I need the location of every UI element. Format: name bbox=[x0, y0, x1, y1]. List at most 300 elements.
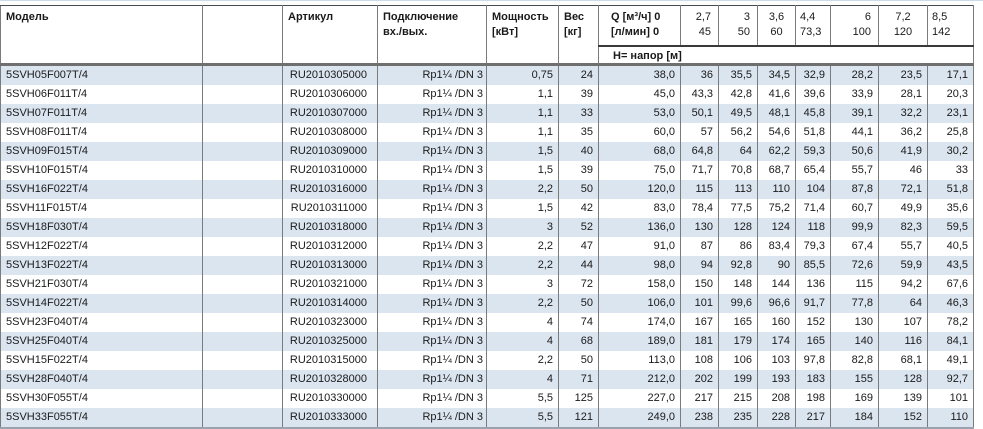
head-value-cell-4: 140 bbox=[831, 332, 879, 351]
connection-cell: Rp1¼ /DN 3 bbox=[378, 237, 487, 256]
head-value-cell-3: 104 bbox=[796, 180, 831, 199]
table-row bbox=[1, 218, 974, 237]
flow-m3h-value: 2,7 bbox=[695, 11, 711, 23]
connection-cell: Rp1¼ /DN 3 bbox=[378, 123, 487, 142]
model-cell: 5SVH13F022T/4 bbox=[1, 256, 203, 275]
head-value-cell-5: 107 bbox=[879, 313, 928, 332]
article-cell: RU2010323000 bbox=[283, 313, 378, 332]
head-value-cell-4: 115 bbox=[831, 275, 879, 294]
power-cell: 4 bbox=[487, 313, 559, 332]
head-value-cell-3: 118 bbox=[796, 218, 831, 237]
head-value-cell-2: 193 bbox=[758, 370, 796, 389]
head-value-cell-6: 17,1 bbox=[928, 65, 974, 86]
spacer-cell bbox=[203, 313, 283, 332]
weight-cell: 24 bbox=[559, 65, 599, 86]
head-value-cell-1: 64 bbox=[719, 142, 758, 161]
head-q0-cell: 75,0 bbox=[599, 161, 681, 180]
head-value-cell-6: 23,1 bbox=[928, 104, 974, 123]
head-value-cell-6: 59,5 bbox=[928, 218, 974, 237]
spacer-cell bbox=[203, 332, 283, 351]
head-value-cell-1: 35,5 bbox=[719, 65, 758, 86]
weight-cell: 47 bbox=[559, 237, 599, 256]
head-value-cell-4: 155 bbox=[831, 370, 879, 389]
head-q0-cell: 106,0 bbox=[599, 294, 681, 313]
header-article bbox=[283, 6, 378, 65]
head-q0-cell: 158,0 bbox=[599, 275, 681, 294]
model-cell: 5SVH12F022T/4 bbox=[1, 237, 203, 256]
power-cell: 2,2 bbox=[487, 351, 559, 370]
head-q0-cell: 38,0 bbox=[599, 65, 681, 86]
spacer-cell bbox=[203, 294, 283, 313]
head-value-cell-3: 45,8 bbox=[796, 104, 831, 123]
head-value-cell-2: 75,2 bbox=[758, 199, 796, 218]
connection-cell: Rp1¼ /DN 3 bbox=[378, 275, 487, 294]
head-value-cell-5: 72,1 bbox=[879, 180, 928, 199]
header-article-label: Артикул bbox=[288, 11, 334, 23]
head-q0-cell: 136,0 bbox=[599, 218, 681, 237]
flow-lmin-value: 73,3 bbox=[800, 26, 822, 38]
head-value-cell-5: 116 bbox=[879, 332, 928, 351]
header-head-subheader: H= напор [м] bbox=[599, 46, 974, 65]
connection-cell: Rp1¼ /DN 3 bbox=[378, 370, 487, 389]
table-row bbox=[1, 351, 974, 370]
table-row bbox=[1, 161, 974, 180]
head-value-cell-1: 199 bbox=[719, 370, 758, 389]
page-top-divider bbox=[0, 0, 983, 1]
header-flow-col-2 bbox=[758, 6, 796, 47]
head-value-cell-5: 23,5 bbox=[879, 65, 928, 86]
spacer-cell bbox=[203, 85, 283, 104]
table-row bbox=[1, 294, 974, 313]
head-value-cell-6: 35,6 bbox=[928, 199, 974, 218]
head-value-cell-5: 128 bbox=[879, 370, 928, 389]
header-flow-col-3 bbox=[796, 6, 831, 47]
header-flow-col-5 bbox=[879, 6, 928, 47]
connection-cell: Rp1¼ /DN 3 bbox=[378, 256, 487, 275]
head-value-cell-3: 183 bbox=[796, 370, 831, 389]
head-value-cell-6: 51,8 bbox=[928, 180, 974, 199]
weight-cell: 44 bbox=[559, 256, 599, 275]
header-connection-line2: вх./вых. bbox=[383, 26, 428, 38]
head-value-cell-0: 64,8 bbox=[681, 142, 719, 161]
spacer-cell bbox=[203, 275, 283, 294]
connection-cell: Rp1¼ /DN 3 bbox=[378, 199, 487, 218]
table-row bbox=[1, 180, 974, 199]
head-value-cell-2: 48,1 bbox=[758, 104, 796, 123]
head-value-cell-4: 82,8 bbox=[831, 351, 879, 370]
power-cell: 2,2 bbox=[487, 237, 559, 256]
article-cell: RU2010330000 bbox=[283, 389, 378, 408]
power-cell: 2,2 bbox=[487, 180, 559, 199]
article-cell: RU2010306000 bbox=[283, 85, 378, 104]
power-cell: 4 bbox=[487, 332, 559, 351]
head-value-cell-1: 99,6 bbox=[719, 294, 758, 313]
head-value-cell-6: 110 bbox=[928, 408, 974, 428]
spacer-cell bbox=[203, 256, 283, 275]
head-value-cell-4: 77,8 bbox=[831, 294, 879, 313]
flow-m3h-value: 8,5 bbox=[932, 11, 948, 23]
head-value-cell-4: 130 bbox=[831, 313, 879, 332]
head-value-cell-0: 150 bbox=[681, 275, 719, 294]
table-header bbox=[1, 6, 974, 65]
spacer-cell bbox=[203, 408, 283, 428]
table-row bbox=[1, 65, 974, 86]
model-cell: 5SVH14F022T/4 bbox=[1, 294, 203, 313]
power-cell: 1,1 bbox=[487, 123, 559, 142]
model-cell: 5SVH11F015T/4 bbox=[1, 199, 203, 218]
header-connection bbox=[378, 6, 487, 65]
head-value-cell-1: 56,2 bbox=[719, 123, 758, 142]
head-value-cell-3: 152 bbox=[796, 313, 831, 332]
head-value-cell-0: 43,3 bbox=[681, 85, 719, 104]
connection-cell: Rp1¼ /DN 3 bbox=[378, 218, 487, 237]
flow-lmin-value: 142 bbox=[932, 26, 951, 38]
table-row bbox=[1, 389, 974, 408]
head-value-cell-3: 165 bbox=[796, 332, 831, 351]
article-cell: RU2010307000 bbox=[283, 104, 378, 123]
header-q-line1: Q [м³/ч] 0 bbox=[611, 11, 661, 23]
head-value-cell-0: 36 bbox=[681, 65, 719, 86]
head-value-cell-2: 208 bbox=[758, 389, 796, 408]
head-value-cell-3: 198 bbox=[796, 389, 831, 408]
head-value-cell-2: 96,6 bbox=[758, 294, 796, 313]
weight-cell: 42 bbox=[559, 199, 599, 218]
head-value-cell-1: 179 bbox=[719, 332, 758, 351]
head-value-cell-2: 228 bbox=[758, 408, 796, 428]
head-value-cell-3: 91,7 bbox=[796, 294, 831, 313]
flow-m3h-value: 4,4 bbox=[800, 11, 816, 23]
article-cell: RU2010325000 bbox=[283, 332, 378, 351]
head-value-cell-2: 90 bbox=[758, 256, 796, 275]
head-value-cell-2: 41,6 bbox=[758, 85, 796, 104]
article-cell: RU2010305000 bbox=[283, 65, 378, 86]
head-value-cell-5: 152 bbox=[879, 408, 928, 428]
head-value-cell-4: 67,4 bbox=[831, 237, 879, 256]
head-value-cell-2: 62,2 bbox=[758, 142, 796, 161]
weight-cell: 39 bbox=[559, 161, 599, 180]
head-q0-cell: 53,0 bbox=[599, 104, 681, 123]
head-value-cell-1: 42,8 bbox=[719, 85, 758, 104]
model-cell: 5SVH07F011T/4 bbox=[1, 104, 203, 123]
head-value-cell-5: 68,1 bbox=[879, 351, 928, 370]
model-cell: 5SVH21F030T/4 bbox=[1, 275, 203, 294]
table-row bbox=[1, 275, 974, 294]
article-cell: RU2010313000 bbox=[283, 256, 378, 275]
table-row bbox=[1, 123, 974, 142]
head-value-cell-1: 77,5 bbox=[719, 199, 758, 218]
head-value-cell-6: 78,2 bbox=[928, 313, 974, 332]
header-power-line1: Мощность bbox=[492, 11, 549, 23]
table-row bbox=[1, 237, 974, 256]
flow-lmin-value: 50 bbox=[737, 26, 750, 38]
table-row bbox=[1, 85, 974, 104]
head-value-cell-1: 86 bbox=[719, 237, 758, 256]
head-value-cell-0: 181 bbox=[681, 332, 719, 351]
head-q0-cell: 68,0 bbox=[599, 142, 681, 161]
head-value-cell-3: 85,5 bbox=[796, 256, 831, 275]
header-q-line2: [л/мин] 0 bbox=[611, 26, 660, 38]
head-value-cell-5: 59,9 bbox=[879, 256, 928, 275]
header-weight-line1: Вес bbox=[564, 11, 585, 23]
head-value-cell-1: 70,8 bbox=[719, 161, 758, 180]
weight-cell: 50 bbox=[559, 180, 599, 199]
head-value-cell-1: 235 bbox=[719, 408, 758, 428]
head-q0-cell: 60,0 bbox=[599, 123, 681, 142]
head-value-cell-1: 148 bbox=[719, 275, 758, 294]
weight-cell: 68 bbox=[559, 332, 599, 351]
spacer-cell bbox=[203, 199, 283, 218]
head-value-cell-2: 160 bbox=[758, 313, 796, 332]
table-body bbox=[1, 65, 974, 429]
header-flow-col-0 bbox=[681, 6, 719, 47]
head-value-cell-6: 67,6 bbox=[928, 275, 974, 294]
article-cell: RU2010333000 bbox=[283, 408, 378, 428]
head-value-cell-6: 84,1 bbox=[928, 332, 974, 351]
connection-cell: Rp1¼ /DN 3 bbox=[378, 294, 487, 313]
head-value-cell-4: 50,6 bbox=[831, 142, 879, 161]
head-value-cell-2: 103 bbox=[758, 351, 796, 370]
model-cell: 5SVH18F030T/4 bbox=[1, 218, 203, 237]
article-cell: RU2010308000 bbox=[283, 123, 378, 142]
connection-cell: Rp1¼ /DN 3 bbox=[378, 104, 487, 123]
article-cell: RU2010315000 bbox=[283, 351, 378, 370]
weight-cell: 71 bbox=[559, 370, 599, 389]
head-q0-cell: 98,0 bbox=[599, 256, 681, 275]
header-model bbox=[1, 6, 203, 65]
head-value-cell-0: 217 bbox=[681, 389, 719, 408]
head-value-cell-6: 30,2 bbox=[928, 142, 974, 161]
head-value-cell-5: 28,1 bbox=[879, 85, 928, 104]
spacer-cell bbox=[203, 180, 283, 199]
weight-cell: 50 bbox=[559, 294, 599, 313]
table-row bbox=[1, 104, 974, 123]
power-cell: 1,1 bbox=[487, 85, 559, 104]
head-value-cell-0: 87 bbox=[681, 237, 719, 256]
head-value-cell-1: 113 bbox=[719, 180, 758, 199]
head-value-cell-0: 238 bbox=[681, 408, 719, 428]
spacer-cell bbox=[203, 389, 283, 408]
weight-cell: 125 bbox=[559, 389, 599, 408]
head-value-cell-0: 50,1 bbox=[681, 104, 719, 123]
head-value-cell-1: 128 bbox=[719, 218, 758, 237]
head-value-cell-0: 57 bbox=[681, 123, 719, 142]
head-value-cell-6: 25,8 bbox=[928, 123, 974, 142]
head-value-cell-0: 108 bbox=[681, 351, 719, 370]
head-value-cell-3: 32,9 bbox=[796, 65, 831, 86]
spacer-cell bbox=[203, 161, 283, 180]
head-q0-cell: 45,0 bbox=[599, 85, 681, 104]
spacer-cell bbox=[203, 237, 283, 256]
header-weight bbox=[559, 6, 599, 65]
head-value-cell-0: 130 bbox=[681, 218, 719, 237]
head-value-cell-2: 110 bbox=[758, 180, 796, 199]
model-cell: 5SVH33F055T/4 bbox=[1, 408, 203, 428]
model-cell: 5SVH05F007T/4 bbox=[1, 65, 203, 86]
head-value-cell-3: 79,3 bbox=[796, 237, 831, 256]
head-q0-cell: 113,0 bbox=[599, 351, 681, 370]
header-row-main bbox=[1, 6, 974, 47]
head-q0-cell: 212,0 bbox=[599, 370, 681, 389]
head-q0-cell: 189,0 bbox=[599, 332, 681, 351]
article-cell: RU2010310000 bbox=[283, 161, 378, 180]
head-value-cell-1: 165 bbox=[719, 313, 758, 332]
spacer-cell bbox=[203, 370, 283, 389]
header-model-label: Модель bbox=[6, 11, 49, 23]
spacer-cell bbox=[203, 65, 283, 86]
connection-cell: Rp1¼ /DN 3 bbox=[378, 332, 487, 351]
head-value-cell-5: 32,2 bbox=[879, 104, 928, 123]
weight-cell: 72 bbox=[559, 275, 599, 294]
head-value-cell-0: 78,4 bbox=[681, 199, 719, 218]
connection-cell: Rp1¼ /DN 3 bbox=[378, 351, 487, 370]
model-cell: 5SVH28F040T/4 bbox=[1, 370, 203, 389]
head-value-cell-4: 39,1 bbox=[831, 104, 879, 123]
flow-m3h-value: 6 bbox=[864, 11, 871, 23]
weight-cell: 35 bbox=[559, 123, 599, 142]
table-row bbox=[1, 408, 974, 428]
flow-lmin-value: 120 bbox=[893, 26, 913, 38]
head-q0-cell: 174,0 bbox=[599, 313, 681, 332]
connection-cell: Rp1¼ /DN 3 bbox=[378, 313, 487, 332]
pump-specs-table bbox=[0, 5, 974, 429]
head-q0-cell: 227,0 bbox=[599, 389, 681, 408]
head-value-cell-2: 68,7 bbox=[758, 161, 796, 180]
head-value-cell-6: 92,7 bbox=[928, 370, 974, 389]
connection-cell: Rp1¼ /DN 3 bbox=[378, 389, 487, 408]
flow-m3h-value: 3 bbox=[743, 11, 750, 23]
head-q0-cell: 91,0 bbox=[599, 237, 681, 256]
head-value-cell-2: 144 bbox=[758, 275, 796, 294]
connection-cell: Rp1¼ /DN 3 bbox=[378, 161, 487, 180]
weight-cell: 121 bbox=[559, 408, 599, 428]
spacer-cell bbox=[203, 142, 283, 161]
head-value-cell-3: 59,3 bbox=[796, 142, 831, 161]
spacer-cell bbox=[203, 123, 283, 142]
head-value-cell-1: 106 bbox=[719, 351, 758, 370]
head-value-cell-5: 36,2 bbox=[879, 123, 928, 142]
head-value-cell-5: 55,7 bbox=[879, 237, 928, 256]
spacer-cell bbox=[203, 218, 283, 237]
connection-cell: Rp1¼ /DN 3 bbox=[378, 65, 487, 86]
head-value-cell-3: 71,4 bbox=[796, 199, 831, 218]
table-row bbox=[1, 313, 974, 332]
article-cell: RU2010312000 bbox=[283, 237, 378, 256]
head-q0-cell: 120,0 bbox=[599, 180, 681, 199]
connection-cell: Rp1¼ /DN 3 bbox=[378, 142, 487, 161]
header-flow-col-6 bbox=[928, 6, 974, 47]
table-row bbox=[1, 256, 974, 275]
head-value-cell-4: 28,2 bbox=[831, 65, 879, 86]
head-q0-cell: 83,0 bbox=[599, 199, 681, 218]
header-spacer-column bbox=[203, 6, 283, 65]
spacer-cell bbox=[203, 351, 283, 370]
power-cell: 2,2 bbox=[487, 294, 559, 313]
weight-cell: 40 bbox=[559, 142, 599, 161]
power-cell: 1,5 bbox=[487, 142, 559, 161]
head-value-cell-4: 72,6 bbox=[831, 256, 879, 275]
head-value-cell-3: 97,8 bbox=[796, 351, 831, 370]
power-cell: 1,1 bbox=[487, 104, 559, 123]
model-cell: 5SVH25F040T/4 bbox=[1, 332, 203, 351]
head-value-cell-0: 115 bbox=[681, 180, 719, 199]
model-cell: 5SVH09F015T/4 bbox=[1, 142, 203, 161]
head-value-cell-5: 94,2 bbox=[879, 275, 928, 294]
table-row bbox=[1, 199, 974, 218]
head-value-cell-0: 71,7 bbox=[681, 161, 719, 180]
head-value-cell-5: 46 bbox=[879, 161, 928, 180]
power-cell: 2,2 bbox=[487, 256, 559, 275]
power-cell: 0,75 bbox=[487, 65, 559, 86]
head-value-cell-3: 51,8 bbox=[796, 123, 831, 142]
head-value-cell-2: 124 bbox=[758, 218, 796, 237]
head-value-cell-6: 49,1 bbox=[928, 351, 974, 370]
head-value-cell-5: 139 bbox=[879, 389, 928, 408]
head-value-cell-0: 94 bbox=[681, 256, 719, 275]
head-value-cell-0: 101 bbox=[681, 294, 719, 313]
head-value-cell-4: 169 bbox=[831, 389, 879, 408]
head-value-cell-2: 54,6 bbox=[758, 123, 796, 142]
model-cell: 5SVH06F011T/4 bbox=[1, 85, 203, 104]
head-value-cell-4: 55,7 bbox=[831, 161, 879, 180]
spacer-cell bbox=[203, 104, 283, 123]
article-cell: RU2010318000 bbox=[283, 218, 378, 237]
head-value-cell-4: 44,1 bbox=[831, 123, 879, 142]
head-value-cell-0: 202 bbox=[681, 370, 719, 389]
connection-cell: Rp1¼ /DN 3 bbox=[378, 408, 487, 428]
flow-lmin-value: 60 bbox=[770, 26, 783, 38]
header-power-line2: [кВт] bbox=[492, 26, 519, 38]
power-cell: 4 bbox=[487, 370, 559, 389]
head-value-cell-4: 60,7 bbox=[831, 199, 879, 218]
table-row bbox=[1, 370, 974, 389]
weight-cell: 52 bbox=[559, 218, 599, 237]
header-flow-q bbox=[599, 6, 681, 47]
model-cell: 5SVH16F022T/4 bbox=[1, 180, 203, 199]
head-value-cell-4: 33,9 bbox=[831, 85, 879, 104]
head-value-cell-3: 65,4 bbox=[796, 161, 831, 180]
weight-cell: 33 bbox=[559, 104, 599, 123]
weight-cell: 39 bbox=[559, 85, 599, 104]
header-power bbox=[487, 6, 559, 65]
head-value-cell-5: 82,3 bbox=[879, 218, 928, 237]
model-cell: 5SVH30F055T/4 bbox=[1, 389, 203, 408]
power-cell: 1,5 bbox=[487, 161, 559, 180]
flow-m3h-value: 7,2 bbox=[895, 11, 911, 23]
head-value-cell-5: 64 bbox=[879, 294, 928, 313]
connection-cell: Rp1¼ /DN 3 bbox=[378, 85, 487, 104]
header-flow-col-1 bbox=[719, 6, 758, 47]
flow-lmin-value: 100 bbox=[852, 26, 871, 38]
head-value-cell-5: 41,9 bbox=[879, 142, 928, 161]
head-value-cell-2: 174 bbox=[758, 332, 796, 351]
head-value-cell-4: 184 bbox=[831, 408, 879, 428]
head-value-cell-3: 136 bbox=[796, 275, 831, 294]
model-cell: 5SVH23F040T/4 bbox=[1, 313, 203, 332]
flow-m3h-value: 3,6 bbox=[768, 11, 785, 23]
head-value-cell-5: 49,9 bbox=[879, 199, 928, 218]
power-cell: 3 bbox=[487, 275, 559, 294]
model-cell: 5SVH15F022T/4 bbox=[1, 351, 203, 370]
header-connection-line1: Подключение bbox=[383, 11, 459, 23]
connection-cell: Rp1¼ /DN 3 bbox=[378, 180, 487, 199]
head-q0-cell: 249,0 bbox=[599, 408, 681, 428]
header-flow-col-4 bbox=[831, 6, 879, 47]
head-value-cell-3: 217 bbox=[796, 408, 831, 428]
head-value-cell-1: 92,8 bbox=[719, 256, 758, 275]
head-value-cell-1: 215 bbox=[719, 389, 758, 408]
table-row bbox=[1, 332, 974, 351]
head-value-cell-6: 33 bbox=[928, 161, 974, 180]
